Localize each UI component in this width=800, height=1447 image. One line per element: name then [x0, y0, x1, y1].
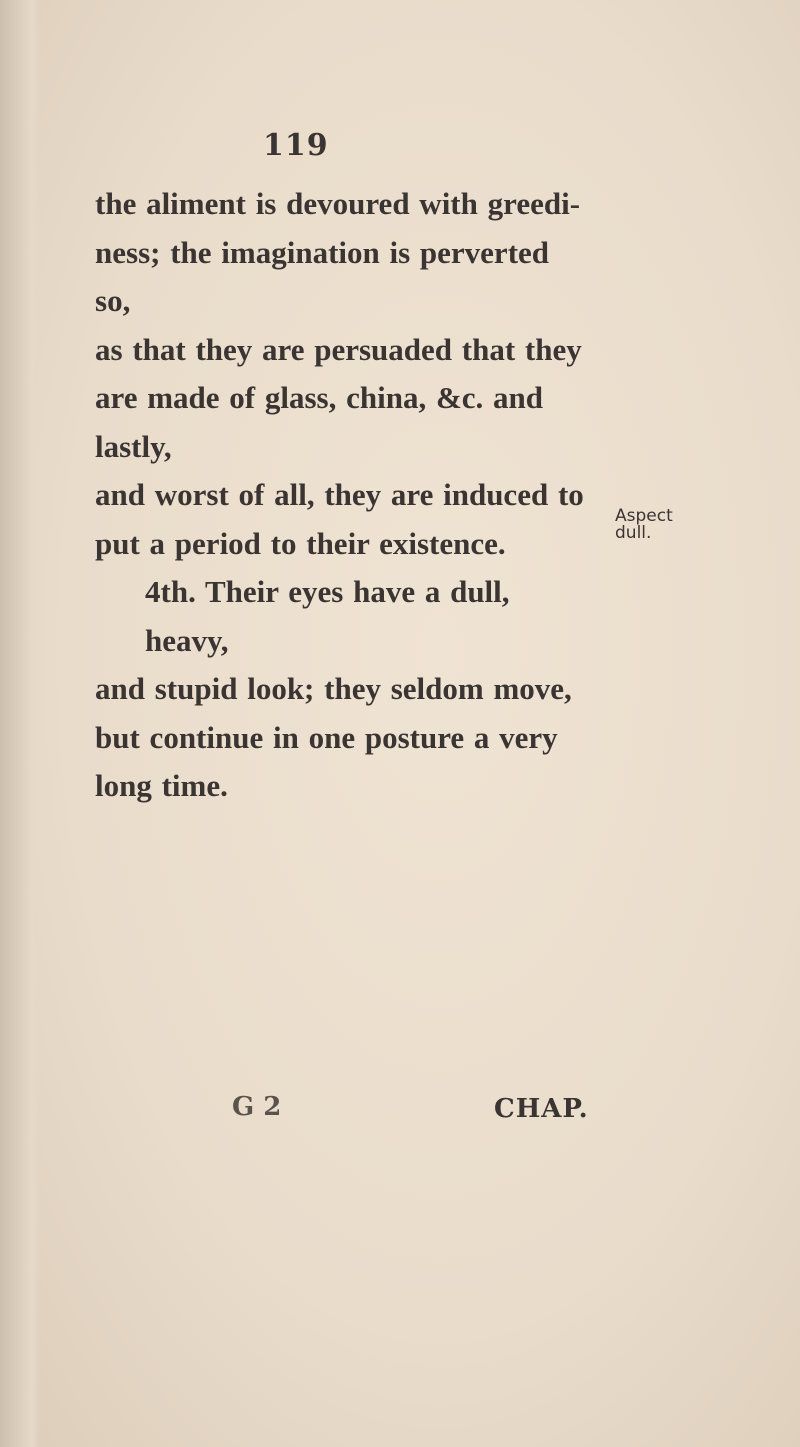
text-line: as that they are persuaded that they [95, 331, 582, 367]
margin-note-line: dull. [615, 523, 652, 543]
text-line: long time. [95, 768, 228, 803]
page-edge-shadow [0, 0, 40, 1447]
signature-mark: G 2 [232, 1092, 282, 1122]
text-line: the aliment is devoured with greedi- [95, 186, 581, 221]
body-text [95, 180, 590, 811]
text-line: are made of glass, china, &c. and lastly, [95, 380, 544, 464]
catchword: CHAP. [494, 1094, 589, 1124]
text-line: but continue in one posture a very [95, 719, 558, 755]
page-number: 119 [263, 128, 329, 163]
margin-note-line: Aspect [615, 506, 673, 526]
text-line: and stupid look; they seldom move, [95, 671, 572, 706]
text-line: ness; the imagination is perverted so, [95, 234, 550, 318]
text-line: 4th. Their eyes have a dull, heavy, [145, 574, 510, 658]
margin-note [615, 508, 673, 542]
text-line: put a period to their existence. [95, 525, 506, 561]
text-line: and worst of all, they are induced to [95, 477, 584, 512]
